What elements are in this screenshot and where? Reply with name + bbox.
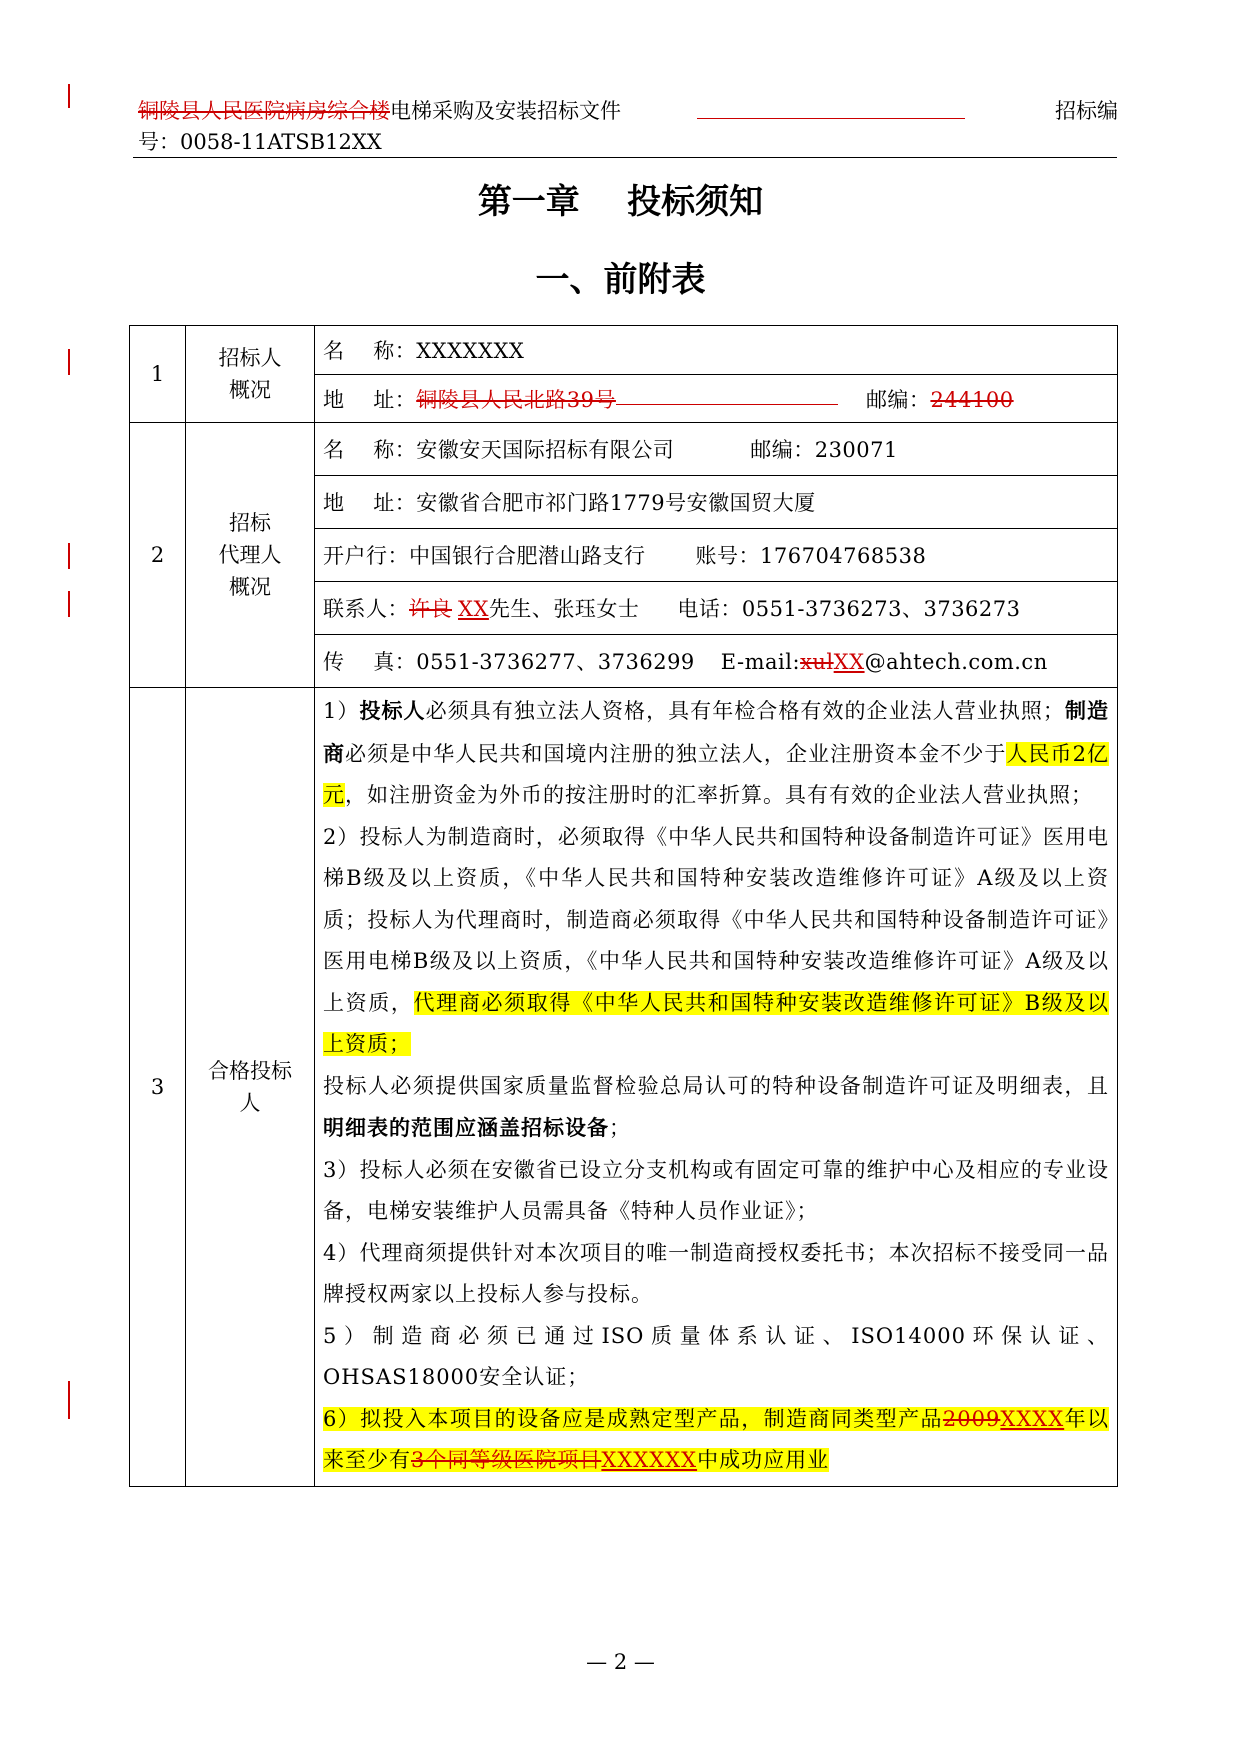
category-line: 招标人 xyxy=(218,346,282,370)
tenderer-address-deleted: 铜陵县人民北路39号 xyxy=(416,387,616,412)
header-code-number: 号：0058-11ATSB12XX xyxy=(138,130,382,154)
change-bar xyxy=(68,543,70,569)
agent-fax-cell xyxy=(315,635,1118,688)
change-bar xyxy=(68,349,70,375)
requirement-1: 1）投标人必须具有独立法人资格，具有年检合格有效的企业法人营业执照；制造商必须是中华人民共和国境内注册的独立法人，企业注册资本金不少于人民币2亿元，如注册资金为外币的按注册时的汇率折算。具有有效的企业法人营业执照； xyxy=(323,698,1110,807)
category-line: 代理人 xyxy=(218,543,282,567)
row-number: 2 xyxy=(130,423,186,688)
table-row xyxy=(130,688,1118,1487)
tenderer-name-cell xyxy=(315,326,1118,375)
field-label: 名 称： xyxy=(323,339,417,363)
agent-phone: 电话：0551-3736273、3736273 xyxy=(677,597,1021,621)
contact-inserted: XX xyxy=(458,597,489,621)
agent-contact-cell xyxy=(315,582,1118,635)
page-number: — 2 — xyxy=(586,1650,655,1674)
agent-name-cell xyxy=(315,423,1118,476)
requirement-4: 4）代理商须提供针对本次项目的唯一制造商授权委托书；本次招标不接受同一品牌授权两家以上投标人参与投标。 xyxy=(323,1240,1109,1306)
field-label: 传 真： xyxy=(323,650,417,674)
change-bar xyxy=(68,591,70,617)
contact-name: 先生、张珏女士 xyxy=(488,597,640,621)
field-label: 地 址： xyxy=(323,491,417,515)
row-category xyxy=(186,423,315,688)
requirement-6: 6）拟投入本项目的设备应是成熟定型产品，制造商同类型产品2009XXXX年以来至少有3个同等级医院项目XXXXXX中成功应用业 xyxy=(323,1406,1110,1472)
email-deleted: xul xyxy=(800,650,834,674)
field-label: 名 称： xyxy=(323,438,417,462)
row-number: 3 xyxy=(130,688,186,1487)
header-title: 电梯采购及安装招标文件 xyxy=(390,99,621,123)
qualification-requirements xyxy=(315,688,1118,1487)
contact-deleted: 许良 xyxy=(409,597,452,621)
change-bar xyxy=(68,1381,70,1419)
agent-address-cell xyxy=(315,476,1118,529)
tenderer-address-cell xyxy=(315,375,1118,423)
agent-address: 安徽省合肥市祁门路1779号安徽国贸大厦 xyxy=(416,491,816,515)
agent-fax: 0551-3736277、3736299 xyxy=(416,650,695,674)
tenderer-name: XXXXXXX xyxy=(416,339,525,363)
email-label: E-mail: xyxy=(720,650,801,674)
header-blank-line xyxy=(697,96,965,119)
chapter-title: 第一章 投标须知 xyxy=(477,182,764,222)
table-row xyxy=(130,423,1118,476)
change-bar xyxy=(68,84,70,108)
field-label: 开户行： xyxy=(323,544,409,568)
requirement-2-note: 投标人必须提供国家质量监督检验总局认可的特种设备制造许可证及明细表，且明细表的范围应涵盖招标设备； xyxy=(323,1073,1109,1140)
field-label: 联系人： xyxy=(323,597,409,621)
category-line: 合格投标 xyxy=(208,1058,292,1083)
section-title: 一、前附表 xyxy=(535,260,706,300)
agent-name: 安徽安天国际招标有限公司 xyxy=(416,438,675,462)
category-line: 招标 xyxy=(229,511,271,535)
agent-bank: 中国银行合肥潜山路支行 xyxy=(409,544,646,568)
document-header xyxy=(138,96,1118,126)
front-attachment-table xyxy=(129,325,1118,1487)
agent-bank-cell xyxy=(315,529,1118,582)
category-line: 概况 xyxy=(229,575,271,599)
requirement-2: 2）投标人为制造商时，必须取得《中华人民共和国特种设备制造许可证》医用电梯B级及以上资质，《中华人民共和国特种安装改造维修许可证》A级及以上资质；投标人为代理商时，制造商必须取得《中华人民共和国特种设备制造许可证》医用电梯B级及以上资质，《中华人民共和国特种安装改造维修许可证》A级及以上资质，代理商必须取得《中华人民共和国特种安装改造维修许可证》B级及以上资质； xyxy=(323,824,1110,1056)
row-number: 1 xyxy=(130,326,186,423)
tenderer-zip-deleted: 244100 xyxy=(930,387,1014,412)
header-rule xyxy=(133,157,1117,158)
header-title-deleted: 铜陵县人民医院病房综合楼 xyxy=(138,99,390,123)
field-label: 邮编： xyxy=(865,387,931,412)
requirement-5: 5）制造商必须已通过ISO质量体系认证、ISO14000环保认证、OHSAS18000安全认证； xyxy=(323,1323,1109,1389)
field-label: 地 址： xyxy=(323,387,417,412)
email-domain: @ahtech.com.cn xyxy=(864,650,1048,674)
address-blank-line xyxy=(616,384,838,405)
table-row xyxy=(130,326,1118,375)
agent-zip: 邮编：230071 xyxy=(750,438,898,462)
category-line: 人 xyxy=(239,1090,261,1115)
email-inserted: XX xyxy=(833,650,865,674)
agent-account: 账号：176704768538 xyxy=(695,544,927,568)
requirement-3: 3）投标人必须在安徽省已设立分支机构或有固定可靠的维护中心及相应的专业设备，电梯安装维护人员需具备《特种人员作业证》； xyxy=(323,1157,1109,1223)
category-line: 概况 xyxy=(229,378,271,402)
row-category xyxy=(186,326,315,423)
header-code-label: 招标编 xyxy=(1055,99,1118,123)
row-category xyxy=(186,688,315,1487)
